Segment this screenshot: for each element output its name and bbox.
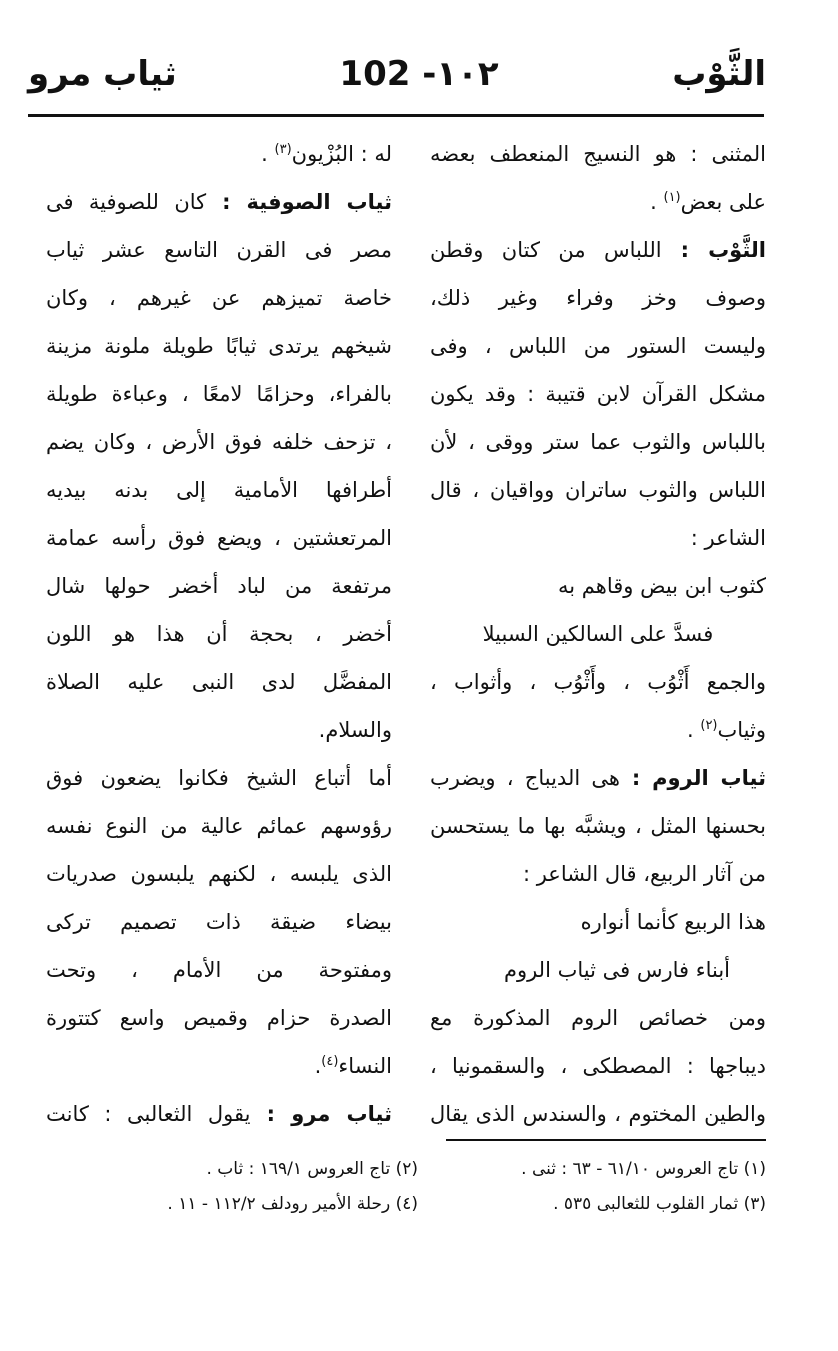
text-line [46, 466, 392, 514]
text-line [430, 706, 766, 754]
text-line [430, 274, 766, 322]
line-text: ومفتوحة من الأمام ، وتحت [46, 958, 392, 982]
line-text: وصوف وخز وفراء وغير ذلك، [430, 286, 766, 310]
footnote-marker: (١) [663, 190, 681, 205]
line-text: كثوب ابن بيض وقاهم به [558, 574, 766, 598]
line-text: وثياب [717, 718, 766, 742]
line-text: مرتفعة من لباد أخضر حولها شال [46, 574, 392, 598]
line-text: الشاعر : [690, 526, 766, 550]
text-line [430, 466, 766, 514]
line-text: الذى يلبسه ، لكنهم يلبسون صدريات [46, 862, 392, 886]
line-text: أما أتباع الشيخ فكانوا يضعون فوق [46, 766, 392, 790]
text-line [46, 658, 392, 706]
running-title-left: ثياب مرو [28, 54, 177, 94]
entry-heading: ثياب الصوفية : [206, 190, 392, 214]
footnote-1: (١) تاج العروس ٦١/١٠ - ٦٣ : ثنى . [521, 1159, 766, 1179]
text-line [46, 994, 392, 1042]
text-line [46, 418, 392, 466]
line-text: المفضَّل لدى النبى عليه الصلاة [46, 670, 392, 694]
line-text: رؤوسهم عمائم عالية من النوع نفسه [46, 814, 392, 838]
text-line [46, 322, 392, 370]
text-line [46, 850, 392, 898]
footnote-3: (٣) ثمار القلوب للثعالبى ٥٣٥ . [553, 1194, 766, 1214]
line-text: أخضر ، بحجة أن هذا هو اللون [46, 622, 392, 646]
text-line [430, 562, 766, 610]
text-line [430, 178, 766, 226]
text-line [430, 658, 766, 706]
line-text: ، تزحف خلفه فوق الأرض ، وكان يضم [46, 430, 392, 454]
page-number: 102 -١٠٢ [339, 54, 499, 94]
entry-heading: الثَّوْب : [661, 238, 766, 262]
footnote-rule [446, 1139, 766, 1141]
text-line [430, 130, 766, 178]
line-punctuation: . [650, 190, 664, 214]
line-text: فسدَّ على السالكين السبيلا [482, 622, 714, 646]
text-line [46, 370, 392, 418]
line-text: أطرافها الأمامية إلى بدنه بيديه [46, 478, 392, 502]
line-text: ديباجها : المصطكى ، والسقمونيا ، [430, 1054, 766, 1078]
text-line [46, 754, 392, 802]
footnote-marker: (٣) [274, 142, 292, 157]
text-line [46, 274, 392, 322]
line-text: اللباس والثوب ساتران وواقيان ، قال [430, 478, 766, 502]
footnote-4: (٤) رحلة الأمير رودلف ١١٢/٢ - ١١ . [167, 1194, 418, 1214]
line-text: خاصة تميزهم عن غيرهم ، وكان [46, 286, 392, 310]
text-line [46, 226, 392, 274]
line-text: من آثار الربيع، قال الشاعر : [522, 862, 766, 886]
text-line [430, 514, 766, 562]
line-text: باللباس والثوب عما ستر ووقى ، لأن [430, 430, 766, 454]
line-text: ومن خصائص الروم المذكورة مع [430, 1006, 766, 1030]
text-line [46, 610, 392, 658]
running-title-right: الثَّوْب [672, 54, 766, 94]
line-text: له : البُزْيون [291, 142, 392, 166]
line-punctuation: . [314, 1054, 322, 1078]
line-text: والسلام. [318, 718, 392, 742]
text-line [430, 754, 766, 802]
text-line [46, 514, 392, 562]
line-text: شيخهم يرتدى ثيابًا طويلة ملونة مزينة [46, 334, 392, 358]
line-text: على بعض [680, 190, 766, 214]
line-text: هذا الربيع كأنما أنواره [580, 910, 766, 934]
footnote-marker: (٤) [321, 1054, 339, 1069]
line-text: النساء [338, 1054, 392, 1078]
line-text: المثنى : هو النسيج المنعطف بعضه [430, 142, 766, 166]
entry-heading: ثياب مرو : [250, 1102, 392, 1126]
text-line [46, 562, 392, 610]
line-text: والجمع أَثْوُب ، وأَثْوُب ، وأثواب ، [430, 670, 766, 694]
text-line [46, 706, 392, 754]
text-line [46, 802, 392, 850]
text-line [46, 946, 392, 994]
text-line [430, 322, 766, 370]
right-text-column [430, 130, 766, 1138]
line-text: والطين المختوم ، والسندس الذى يقال [430, 1102, 766, 1126]
line-text: بالفراء، وحزامًا لامعًا ، وعباءة طويلة [46, 382, 392, 406]
text-line [430, 898, 766, 946]
text-line [46, 1090, 392, 1138]
text-line [430, 946, 766, 994]
text-line [430, 610, 766, 658]
line-punctuation: . [687, 718, 701, 742]
line-text: وليست الستور من اللباس ، وفى [430, 334, 766, 358]
header-rule [28, 114, 764, 117]
line-punctuation: . [261, 142, 275, 166]
left-text-column [46, 130, 392, 1138]
text-line [430, 226, 766, 274]
text-line [430, 1042, 766, 1090]
entry-heading: ثياب الروم : [619, 766, 766, 790]
text-line [430, 850, 766, 898]
line-text: المرتعشتين ، ويضع فوق رأسه عمامة [46, 526, 392, 550]
text-line [46, 1042, 392, 1090]
line-text: بيضاء ضيقة ذات تصميم تركى [46, 910, 392, 934]
text-line [430, 370, 766, 418]
text-line [46, 130, 392, 178]
text-line [430, 1090, 766, 1138]
line-text: يقول الثعالبى : كانت [46, 1102, 251, 1126]
line-text: هى الديباج ، ويضرب [430, 766, 620, 790]
footnote-2: (٢) تاج العروس ١٦٩/١ : ثاب . [206, 1159, 418, 1179]
footnote-marker: (٢) [700, 718, 718, 733]
line-text: بحسنها المثل ، ويشبَّه بها ما يستحسن [430, 814, 766, 838]
line-text: كان للصوفية فى [46, 190, 207, 214]
line-text: مصر فى القرن التاسع عشر ثياب [46, 238, 392, 262]
line-text: اللباس من كتان وقطن [430, 238, 662, 262]
line-text: مشكل القرآن لابن قتيبة : وقد يكون [430, 382, 766, 406]
line-text: الصدرة حزام وقميص واسع كتتورة [46, 1006, 392, 1030]
text-line [430, 802, 766, 850]
text-line [430, 418, 766, 466]
text-line [46, 898, 392, 946]
text-line [430, 994, 766, 1042]
line-text: أبناء فارس فى ثياب الروم [503, 958, 730, 982]
text-line [46, 178, 392, 226]
